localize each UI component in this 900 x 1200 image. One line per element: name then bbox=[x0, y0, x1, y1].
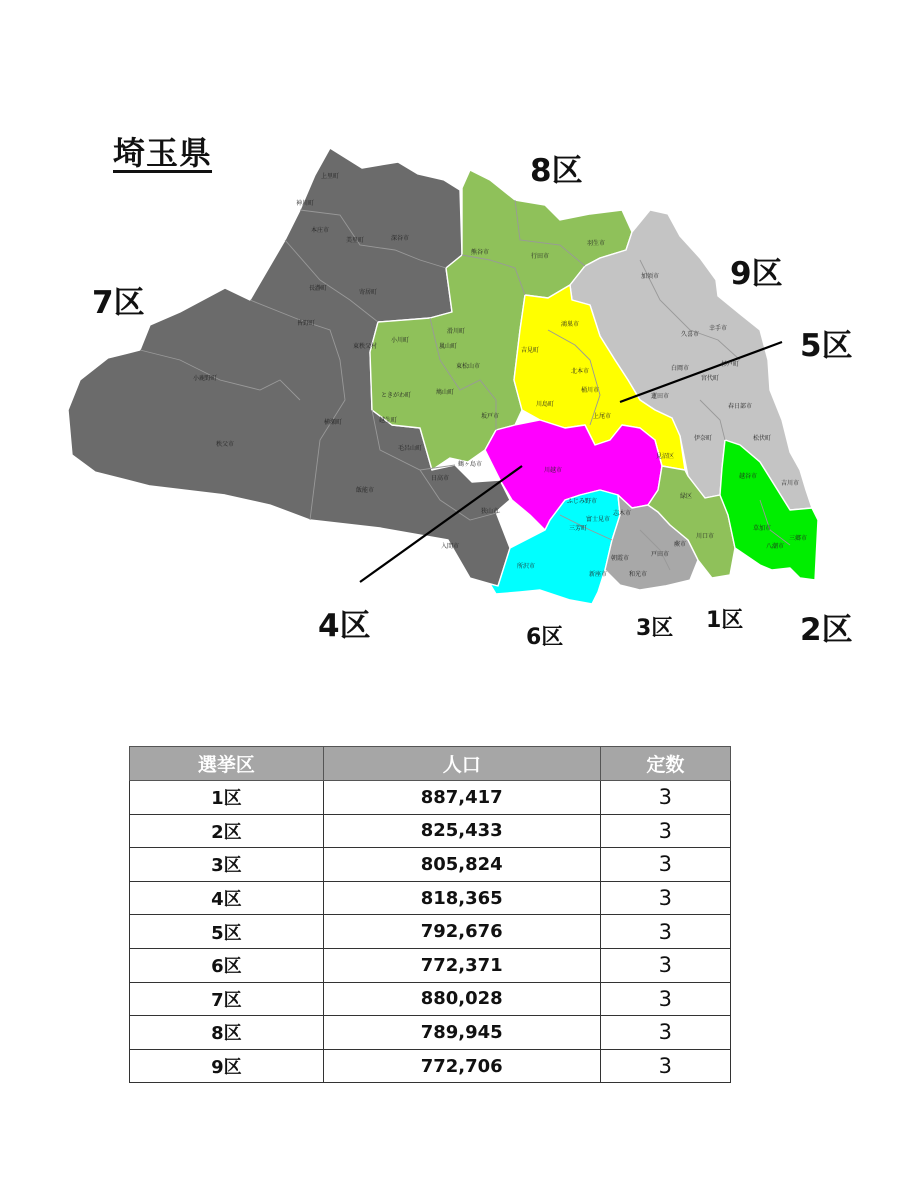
municipality-label: 上里町 bbox=[320, 173, 340, 180]
cell-district: 3区 bbox=[130, 848, 324, 882]
header-population: 人口 bbox=[323, 747, 600, 781]
cell-district: 9区 bbox=[130, 1049, 324, 1083]
prefecture-title: 埼玉県 bbox=[113, 134, 213, 172]
district-label-3: 3区 bbox=[636, 616, 674, 641]
municipality-label: 川越市 bbox=[543, 467, 563, 474]
municipality-label: 本庄市 bbox=[310, 227, 330, 234]
municipality-label: 松伏町 bbox=[752, 435, 772, 442]
cell-district: 6区 bbox=[130, 948, 324, 982]
municipality-label: 小川町 bbox=[390, 337, 410, 344]
table-row bbox=[130, 948, 731, 982]
district-label-6: 6区 bbox=[526, 625, 564, 650]
municipality-label: ふじみ野市 bbox=[566, 498, 598, 505]
municipality-label: 蓮田市 bbox=[650, 393, 670, 400]
municipality-label: 白岡市 bbox=[670, 365, 690, 372]
municipality-label: 鴻巣市 bbox=[560, 321, 580, 328]
municipality-label: 幸手市 bbox=[708, 325, 728, 332]
cell-population: 818,365 bbox=[323, 881, 600, 915]
municipality-label: 桶川市 bbox=[580, 387, 600, 394]
district-label-9: 9区 bbox=[730, 256, 783, 292]
table-row bbox=[130, 814, 731, 848]
municipality-label: 横瀬町 bbox=[323, 419, 343, 426]
table-row bbox=[130, 1049, 731, 1083]
municipality-label: 伊奈町 bbox=[693, 435, 713, 442]
cell-district: 1区 bbox=[130, 781, 324, 815]
municipality-label: 鳩山町 bbox=[435, 389, 455, 396]
header-seats: 定数 bbox=[600, 747, 730, 781]
municipality-label: 長瀞町 bbox=[308, 285, 328, 292]
district-table bbox=[129, 746, 731, 1083]
cell-seats: 3 bbox=[600, 948, 730, 982]
district-label-4: 4区 bbox=[318, 608, 371, 644]
municipality-label: 三郷市 bbox=[788, 535, 808, 542]
table-row bbox=[130, 982, 731, 1016]
cell-population: 792,676 bbox=[323, 915, 600, 949]
municipality-label: 東秩父村 bbox=[352, 343, 378, 350]
municipality-label: ときがわ町 bbox=[380, 392, 412, 399]
municipality-label: 上尾市 bbox=[592, 413, 612, 420]
municipality-label: 加須市 bbox=[640, 273, 660, 280]
municipality-label: 蕨市 bbox=[673, 541, 687, 548]
municipality-label: 日高市 bbox=[430, 475, 450, 482]
municipality-label: 所沢市 bbox=[516, 563, 536, 570]
cell-seats: 3 bbox=[600, 848, 730, 882]
municipality-label: 飯能市 bbox=[355, 487, 375, 494]
municipality-label: 羽生市 bbox=[586, 240, 606, 247]
table-row bbox=[130, 848, 731, 882]
municipality-label: 越生町 bbox=[378, 417, 398, 424]
cell-population: 887,417 bbox=[323, 781, 600, 815]
municipality-label: 八潮市 bbox=[765, 543, 785, 550]
municipality-label: 見沼区 bbox=[655, 453, 675, 460]
municipality-label: 春日部市 bbox=[727, 403, 753, 410]
municipality-label: 滑川町 bbox=[446, 328, 466, 335]
cell-district: 5区 bbox=[130, 915, 324, 949]
municipality-label: 三芳町 bbox=[568, 525, 588, 532]
municipality-label: 皆野町 bbox=[296, 320, 316, 327]
table-row bbox=[130, 1016, 731, 1050]
municipality-label: 杉戸町 bbox=[720, 361, 740, 368]
municipality-label: 志木市 bbox=[612, 510, 632, 517]
cell-population: 825,433 bbox=[323, 814, 600, 848]
district-label-7: 7区 bbox=[92, 285, 145, 321]
municipality-label: 緑区 bbox=[679, 493, 693, 500]
municipality-label: 久喜市 bbox=[680, 331, 700, 338]
cell-population: 772,706 bbox=[323, 1049, 600, 1083]
district-label-5: 5区 bbox=[800, 328, 853, 364]
table-header-row bbox=[130, 747, 731, 781]
cell-population: 772,371 bbox=[323, 948, 600, 982]
municipality-label: 北本市 bbox=[570, 368, 590, 375]
municipality-label: 越谷市 bbox=[738, 473, 758, 480]
table-row bbox=[130, 781, 731, 815]
cell-district: 8区 bbox=[130, 1016, 324, 1050]
cell-seats: 3 bbox=[600, 881, 730, 915]
municipality-label: 小鹿野町 bbox=[192, 375, 218, 382]
cell-seats: 3 bbox=[600, 1049, 730, 1083]
municipality-label: 熊谷市 bbox=[470, 249, 490, 256]
municipality-label: 入間市 bbox=[440, 543, 460, 550]
municipality-label: 川島町 bbox=[535, 401, 555, 408]
cell-seats: 3 bbox=[600, 781, 730, 815]
cell-seats: 3 bbox=[600, 814, 730, 848]
municipality-label: 秩父市 bbox=[215, 441, 235, 448]
table-row bbox=[130, 881, 731, 915]
table-row bbox=[130, 915, 731, 949]
municipality-label: 富士見市 bbox=[585, 516, 611, 523]
district-label-1: 1区 bbox=[706, 608, 744, 633]
municipality-label: 鶴ヶ島市 bbox=[457, 461, 483, 468]
municipality-label: 和光市 bbox=[628, 571, 648, 578]
cell-district: 7区 bbox=[130, 982, 324, 1016]
cell-seats: 3 bbox=[600, 1016, 730, 1050]
cell-population: 805,824 bbox=[323, 848, 600, 882]
municipality-label: 戸田市 bbox=[650, 551, 670, 558]
cell-seats: 3 bbox=[600, 915, 730, 949]
municipality-label: 草加市 bbox=[752, 525, 772, 532]
municipality-label: 毛呂山町 bbox=[397, 445, 423, 452]
municipality-label: 川口市 bbox=[695, 533, 715, 540]
cell-district: 4区 bbox=[130, 881, 324, 915]
district-label-8: 8区 bbox=[530, 153, 583, 189]
municipality-label: 新座市 bbox=[588, 571, 608, 578]
municipality-label: 宮代町 bbox=[700, 375, 720, 382]
cell-population: 789,945 bbox=[323, 1016, 600, 1050]
municipality-label: 深谷市 bbox=[390, 235, 410, 242]
municipality-label: 東松山市 bbox=[455, 363, 481, 370]
municipality-label: 狭山市 bbox=[480, 508, 500, 515]
municipality-label: 寄居町 bbox=[358, 289, 378, 296]
municipality-label: 朝霞市 bbox=[610, 555, 630, 562]
cell-seats: 3 bbox=[600, 982, 730, 1016]
header-district: 選挙区 bbox=[130, 747, 324, 781]
municipality-label: 吉川市 bbox=[780, 480, 800, 487]
municipality-label: 坂戸市 bbox=[480, 413, 500, 420]
municipality-label: 行田市 bbox=[530, 253, 550, 260]
municipality-label: 神川町 bbox=[295, 200, 315, 207]
municipality-label: 吉見町 bbox=[520, 347, 540, 354]
municipality-label: 美里町 bbox=[345, 237, 365, 244]
cell-population: 880,028 bbox=[323, 982, 600, 1016]
district-label-2: 2区 bbox=[800, 612, 853, 648]
cell-district: 2区 bbox=[130, 814, 324, 848]
municipality-label: 嵐山町 bbox=[438, 343, 458, 350]
